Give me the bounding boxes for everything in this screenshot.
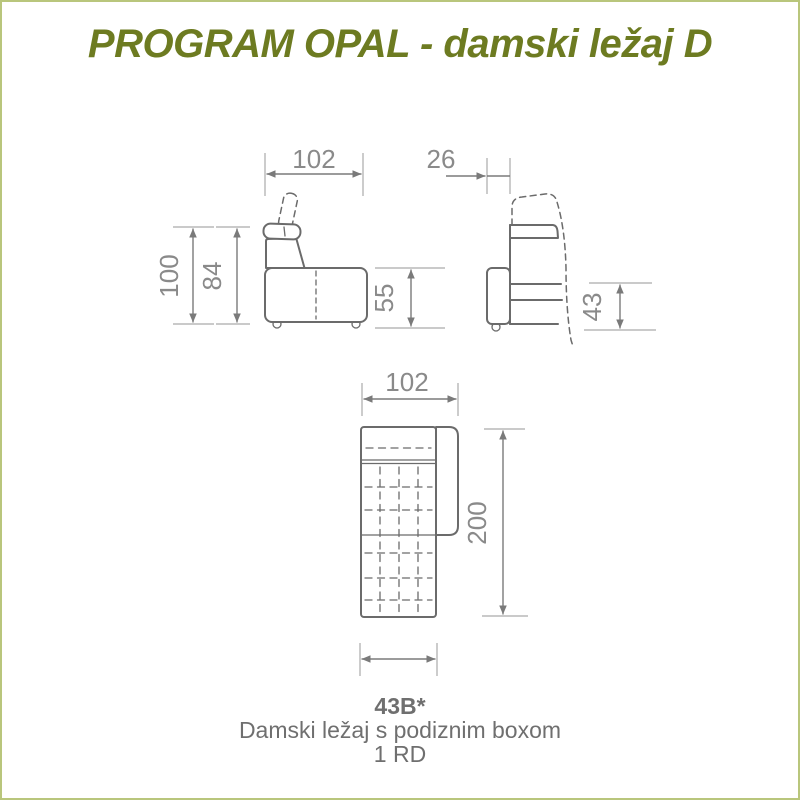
dim-side-headrest-depth	[427, 144, 510, 194]
dim-front-backrest-height	[197, 227, 250, 324]
front-view-sofa-outline	[263, 192, 367, 328]
product-description: Damski ležaj s podiznim boxom	[238, 717, 562, 743]
headrest-pillow-outline	[263, 223, 301, 239]
dim-front-width-label: 102	[292, 144, 336, 174]
top-side-panel-outline	[436, 427, 458, 535]
side-view-sofa-outline	[487, 225, 562, 331]
side-view-drawing	[427, 144, 656, 348]
dim-side-seat-height	[577, 283, 656, 330]
dim-top-width	[362, 367, 458, 416]
top-view-drawing	[360, 367, 528, 676]
dim-top-width-label: 102	[385, 367, 429, 397]
backrest-outline	[266, 238, 305, 269]
side-box-outline	[487, 268, 510, 324]
top-view-sofa-outline	[361, 427, 458, 617]
dim-front-backrest-height-label: 84	[197, 261, 227, 291]
dim-side-seat-height-label: 43	[577, 292, 607, 322]
dim-front-total-height-label: 100	[154, 254, 184, 298]
dim-front-seat-height	[369, 268, 445, 328]
dim-top-length	[462, 429, 528, 616]
dim-top-seat-width-unlabeled	[360, 643, 437, 676]
page-title: PROGRAM OPAL - damski ležaj D	[87, 22, 713, 66]
product-caption	[0, 694, 800, 766]
dim-side-headrest-depth-label: 26	[426, 144, 456, 174]
product-note: 1 RD	[373, 741, 427, 767]
dim-front-width	[265, 144, 363, 196]
dim-top-length-label: 200	[462, 501, 492, 545]
dim-front-seat-height-label: 55	[369, 283, 399, 313]
front-view-drawing	[154, 144, 445, 328]
product-code: 43B*	[374, 693, 426, 719]
